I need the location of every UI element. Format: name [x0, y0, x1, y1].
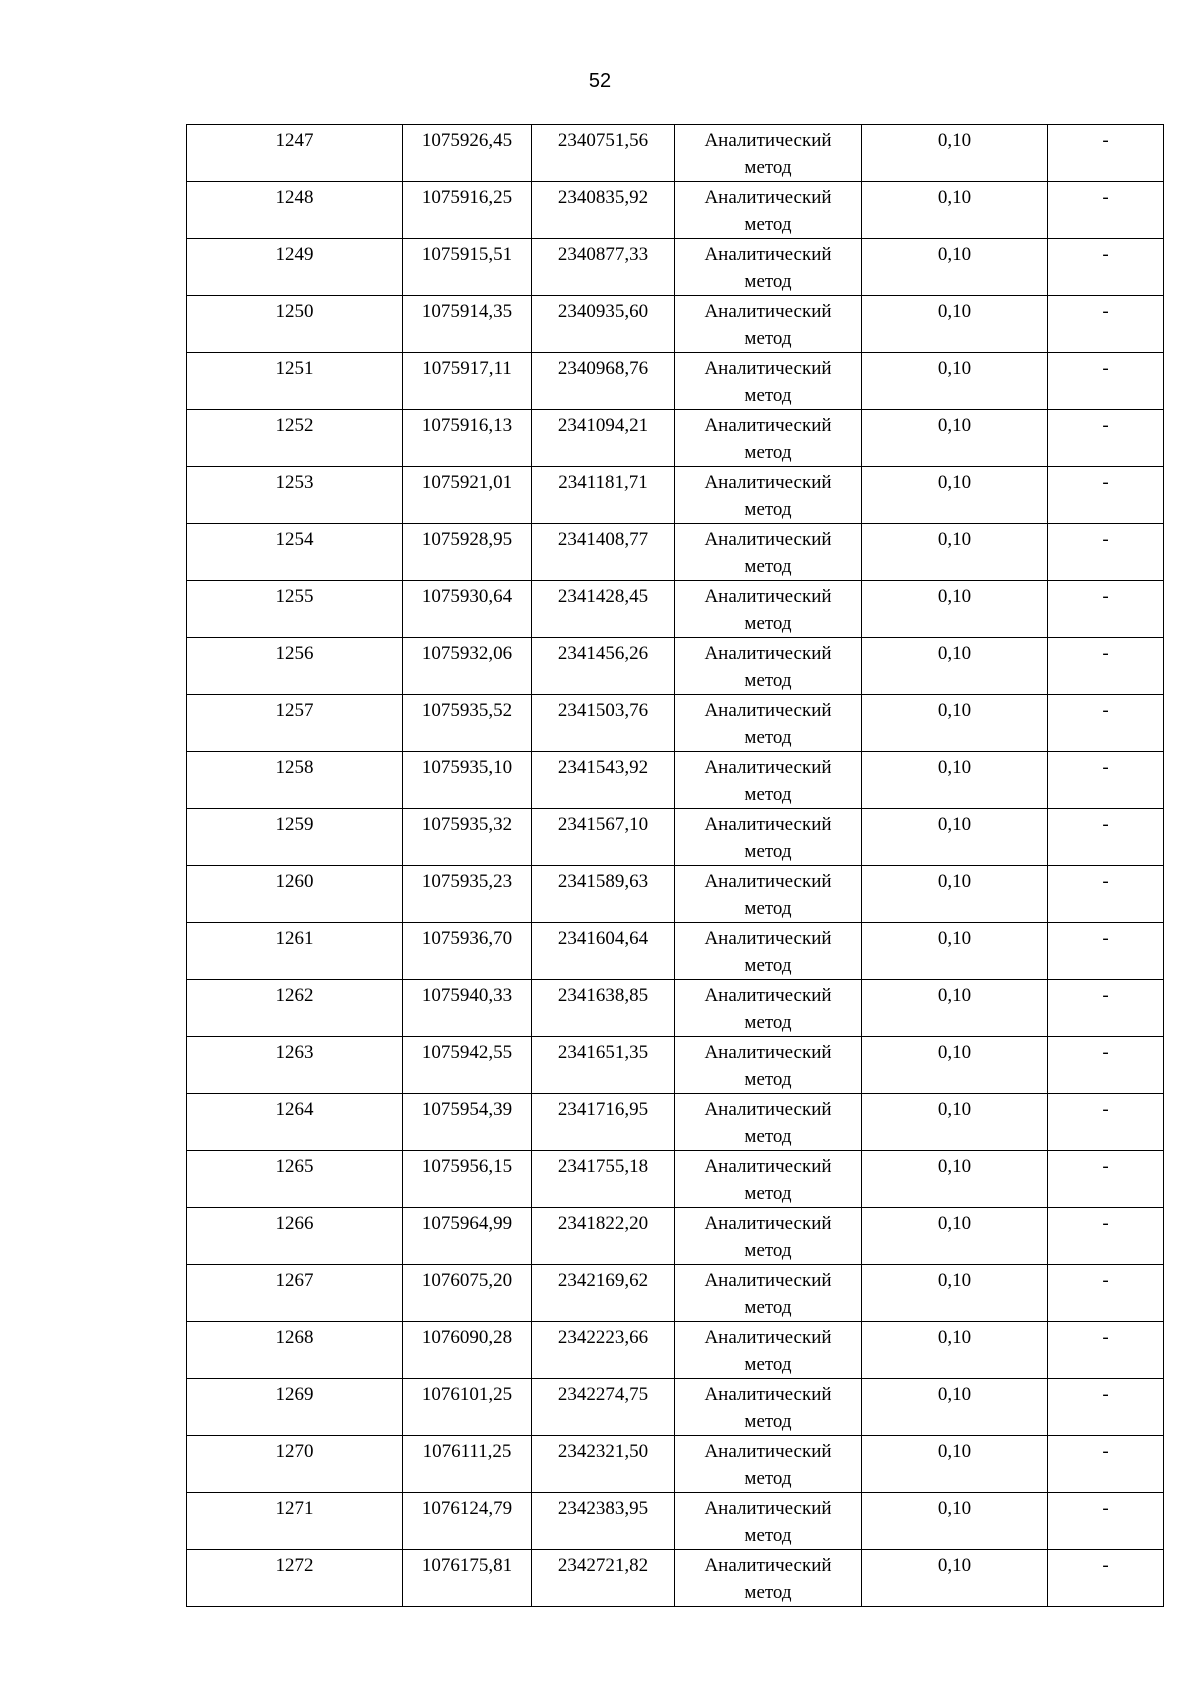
point-number-cell: 1265 — [187, 1151, 403, 1208]
table-row — [187, 239, 1164, 296]
method-cell — [675, 125, 862, 182]
table-row — [187, 923, 1164, 980]
method-cell — [675, 1322, 862, 1379]
table-row — [187, 1436, 1164, 1493]
point-number-cell: 1260 — [187, 866, 403, 923]
method-line-2: метод — [744, 556, 792, 577]
point-number-cell: 1250 — [187, 296, 403, 353]
table-row — [187, 866, 1164, 923]
y-coordinate-cell: 2340751,56 — [532, 125, 675, 182]
accuracy-cell: 0,10 — [862, 125, 1048, 182]
x-coordinate-cell: 1076101,25 — [403, 1379, 532, 1436]
point-number-cell: 1266 — [187, 1208, 403, 1265]
method-line-1: Аналитический — [704, 1213, 832, 1234]
y-coordinate-cell: 2342721,82 — [532, 1550, 675, 1607]
method-line-2: метод — [744, 442, 792, 463]
table-row — [187, 1379, 1164, 1436]
method-line-1: Аналитический — [704, 643, 832, 664]
method-cell — [675, 923, 862, 980]
y-coordinate-cell: 2341456,26 — [532, 638, 675, 695]
method-line-1: Аналитический — [704, 757, 832, 778]
note-cell: - — [1048, 1436, 1164, 1493]
method-line-2: метод — [744, 1183, 792, 1204]
method-line-1: Аналитический — [704, 871, 832, 892]
y-coordinate-cell: 2341428,45 — [532, 581, 675, 638]
method-line-2: метод — [744, 727, 792, 748]
accuracy-cell: 0,10 — [862, 695, 1048, 752]
x-coordinate-cell: 1076175,81 — [403, 1550, 532, 1607]
method-line-2: метод — [744, 328, 792, 349]
point-number-cell: 1261 — [187, 923, 403, 980]
x-coordinate-cell: 1075932,06 — [403, 638, 532, 695]
x-coordinate-cell: 1075914,35 — [403, 296, 532, 353]
accuracy-cell: 0,10 — [862, 296, 1048, 353]
table-row — [187, 524, 1164, 581]
accuracy-cell: 0,10 — [862, 581, 1048, 638]
note-cell: - — [1048, 1493, 1164, 1550]
method-cell — [675, 1493, 862, 1550]
method-line-1: Аналитический — [704, 700, 832, 721]
table-row — [187, 809, 1164, 866]
note-cell: - — [1048, 1037, 1164, 1094]
x-coordinate-cell: 1076111,25 — [403, 1436, 532, 1493]
table-row — [187, 638, 1164, 695]
method-line-1: Аналитический — [704, 814, 832, 835]
accuracy-cell: 0,10 — [862, 923, 1048, 980]
note-cell: - — [1048, 752, 1164, 809]
point-number-cell: 1252 — [187, 410, 403, 467]
point-number-cell: 1258 — [187, 752, 403, 809]
table-row — [187, 353, 1164, 410]
method-cell — [675, 524, 862, 581]
x-coordinate-cell: 1075935,10 — [403, 752, 532, 809]
x-coordinate-cell: 1075956,15 — [403, 1151, 532, 1208]
point-number-cell: 1263 — [187, 1037, 403, 1094]
method-line-1: Аналитический — [704, 472, 832, 493]
note-cell: - — [1048, 125, 1164, 182]
method-cell — [675, 1094, 862, 1151]
method-line-1: Аналитический — [704, 1270, 832, 1291]
x-coordinate-cell: 1075935,23 — [403, 866, 532, 923]
method-cell — [675, 353, 862, 410]
accuracy-cell: 0,10 — [862, 866, 1048, 923]
method-cell — [675, 581, 862, 638]
method-line-2: метод — [744, 385, 792, 406]
method-line-1: Аналитический — [704, 244, 832, 265]
y-coordinate-cell: 2341755,18 — [532, 1151, 675, 1208]
accuracy-cell: 0,10 — [862, 1436, 1048, 1493]
x-coordinate-cell: 1076124,79 — [403, 1493, 532, 1550]
note-cell: - — [1048, 1265, 1164, 1322]
y-coordinate-cell: 2340968,76 — [532, 353, 675, 410]
method-line-2: метод — [744, 1069, 792, 1090]
method-cell — [675, 1265, 862, 1322]
accuracy-cell: 0,10 — [862, 353, 1048, 410]
method-cell — [675, 1436, 862, 1493]
method-line-2: метод — [744, 1012, 792, 1033]
point-number-cell: 1254 — [187, 524, 403, 581]
method-line-2: метод — [744, 955, 792, 976]
method-cell — [675, 239, 862, 296]
y-coordinate-cell: 2341408,77 — [532, 524, 675, 581]
accuracy-cell: 0,10 — [862, 1208, 1048, 1265]
x-coordinate-cell: 1075954,39 — [403, 1094, 532, 1151]
method-line-1: Аналитический — [704, 1099, 832, 1120]
x-coordinate-cell: 1075935,32 — [403, 809, 532, 866]
note-cell: - — [1048, 581, 1164, 638]
point-number-cell: 1248 — [187, 182, 403, 239]
point-number-cell: 1256 — [187, 638, 403, 695]
method-line-2: метод — [744, 1240, 792, 1261]
table-row — [187, 1151, 1164, 1208]
x-coordinate-cell: 1076075,20 — [403, 1265, 532, 1322]
method-line-2: метод — [744, 1126, 792, 1147]
x-coordinate-cell: 1075930,64 — [403, 581, 532, 638]
note-cell: - — [1048, 410, 1164, 467]
point-number-cell: 1259 — [187, 809, 403, 866]
method-line-2: метод — [744, 1468, 792, 1489]
accuracy-cell: 0,10 — [862, 1379, 1048, 1436]
method-line-1: Аналитический — [704, 928, 832, 949]
x-coordinate-cell: 1075964,99 — [403, 1208, 532, 1265]
table-row — [187, 1265, 1164, 1322]
x-coordinate-cell: 1075940,33 — [403, 980, 532, 1037]
point-number-cell: 1269 — [187, 1379, 403, 1436]
method-line-1: Аналитический — [704, 586, 832, 607]
method-line-1: Аналитический — [704, 1441, 832, 1462]
y-coordinate-cell: 2341543,92 — [532, 752, 675, 809]
method-line-2: метод — [744, 1411, 792, 1432]
accuracy-cell: 0,10 — [862, 1151, 1048, 1208]
x-coordinate-cell: 1075936,70 — [403, 923, 532, 980]
method-line-2: метод — [744, 214, 792, 235]
accuracy-cell: 0,10 — [862, 410, 1048, 467]
method-cell — [675, 1037, 862, 1094]
point-number-cell: 1267 — [187, 1265, 403, 1322]
method-cell — [675, 1550, 862, 1607]
coordinates-table — [186, 124, 1164, 1607]
method-line-2: метод — [744, 1297, 792, 1318]
note-cell: - — [1048, 980, 1164, 1037]
accuracy-cell: 0,10 — [862, 980, 1048, 1037]
accuracy-cell: 0,10 — [862, 1037, 1048, 1094]
method-line-2: метод — [744, 784, 792, 805]
method-line-2: метод — [744, 841, 792, 862]
y-coordinate-cell: 2341181,71 — [532, 467, 675, 524]
y-coordinate-cell: 2341567,10 — [532, 809, 675, 866]
method-line-1: Аналитический — [704, 985, 832, 1006]
method-cell — [675, 296, 862, 353]
point-number-cell: 1251 — [187, 353, 403, 410]
y-coordinate-cell: 2342169,62 — [532, 1265, 675, 1322]
y-coordinate-cell: 2341651,35 — [532, 1037, 675, 1094]
page-number: 52 — [588, 70, 612, 92]
method-line-1: Аналитический — [704, 130, 832, 151]
accuracy-cell: 0,10 — [862, 752, 1048, 809]
point-number-cell: 1272 — [187, 1550, 403, 1607]
method-cell — [675, 809, 862, 866]
point-number-cell: 1255 — [187, 581, 403, 638]
table-row — [187, 125, 1164, 182]
note-cell: - — [1048, 524, 1164, 581]
method-line-2: метод — [744, 157, 792, 178]
method-cell — [675, 866, 862, 923]
note-cell: - — [1048, 866, 1164, 923]
note-cell: - — [1048, 1094, 1164, 1151]
note-cell: - — [1048, 182, 1164, 239]
y-coordinate-cell: 2341503,76 — [532, 695, 675, 752]
method-line-1: Аналитический — [704, 1156, 832, 1177]
note-cell: - — [1048, 467, 1164, 524]
method-line-1: Аналитический — [704, 1555, 832, 1576]
y-coordinate-cell: 2341589,63 — [532, 866, 675, 923]
method-cell — [675, 638, 862, 695]
table-row — [187, 296, 1164, 353]
table-row — [187, 752, 1164, 809]
x-coordinate-cell: 1075921,01 — [403, 467, 532, 524]
note-cell: - — [1048, 1151, 1164, 1208]
accuracy-cell: 0,10 — [862, 1493, 1048, 1550]
method-cell — [675, 980, 862, 1037]
method-cell — [675, 1151, 862, 1208]
table-row — [187, 1037, 1164, 1094]
accuracy-cell: 0,10 — [862, 524, 1048, 581]
accuracy-cell: 0,10 — [862, 638, 1048, 695]
note-cell: - — [1048, 1550, 1164, 1607]
point-number-cell: 1264 — [187, 1094, 403, 1151]
method-cell — [675, 410, 862, 467]
accuracy-cell: 0,10 — [862, 809, 1048, 866]
method-cell — [675, 1208, 862, 1265]
y-coordinate-cell: 2342223,66 — [532, 1322, 675, 1379]
y-coordinate-cell: 2341638,85 — [532, 980, 675, 1037]
accuracy-cell: 0,10 — [862, 1322, 1048, 1379]
note-cell: - — [1048, 296, 1164, 353]
method-line-1: Аналитический — [704, 358, 832, 379]
point-number-cell: 1262 — [187, 980, 403, 1037]
table-row — [187, 980, 1164, 1037]
point-number-cell: 1268 — [187, 1322, 403, 1379]
y-coordinate-cell: 2341094,21 — [532, 410, 675, 467]
x-coordinate-cell: 1076090,28 — [403, 1322, 532, 1379]
point-number-cell: 1257 — [187, 695, 403, 752]
table-row — [187, 467, 1164, 524]
note-cell: - — [1048, 239, 1164, 296]
y-coordinate-cell: 2342321,50 — [532, 1436, 675, 1493]
point-number-cell: 1270 — [187, 1436, 403, 1493]
x-coordinate-cell: 1075935,52 — [403, 695, 532, 752]
accuracy-cell: 0,10 — [862, 182, 1048, 239]
accuracy-cell: 0,10 — [862, 467, 1048, 524]
method-cell — [675, 752, 862, 809]
method-line-2: метод — [744, 271, 792, 292]
method-cell — [675, 467, 862, 524]
y-coordinate-cell: 2342274,75 — [532, 1379, 675, 1436]
accuracy-cell: 0,10 — [862, 1550, 1048, 1607]
y-coordinate-cell: 2340877,33 — [532, 239, 675, 296]
method-line-1: Аналитический — [704, 529, 832, 550]
y-coordinate-cell: 2341604,64 — [532, 923, 675, 980]
method-line-1: Аналитический — [704, 301, 832, 322]
table-row — [187, 1322, 1164, 1379]
x-coordinate-cell: 1075928,95 — [403, 524, 532, 581]
table-row — [187, 182, 1164, 239]
table-row — [187, 695, 1164, 752]
point-number-cell: 1249 — [187, 239, 403, 296]
table-row — [187, 1493, 1164, 1550]
table-row — [187, 581, 1164, 638]
method-line-1: Аналитический — [704, 415, 832, 436]
note-cell: - — [1048, 1379, 1164, 1436]
method-line-2: метод — [744, 1582, 792, 1603]
x-coordinate-cell: 1075926,45 — [403, 125, 532, 182]
method-line-1: Аналитический — [704, 187, 832, 208]
x-coordinate-cell: 1075916,13 — [403, 410, 532, 467]
note-cell: - — [1048, 695, 1164, 752]
coordinates-table-body — [187, 125, 1164, 1607]
point-number-cell: 1271 — [187, 1493, 403, 1550]
note-cell: - — [1048, 923, 1164, 980]
method-line-2: метод — [744, 613, 792, 634]
note-cell: - — [1048, 353, 1164, 410]
point-number-cell: 1247 — [187, 125, 403, 182]
method-line-1: Аналитический — [704, 1498, 832, 1519]
y-coordinate-cell: 2340935,60 — [532, 296, 675, 353]
method-line-1: Аналитический — [704, 1042, 832, 1063]
y-coordinate-cell: 2342383,95 — [532, 1493, 675, 1550]
accuracy-cell: 0,10 — [862, 1265, 1048, 1322]
note-cell: - — [1048, 1322, 1164, 1379]
x-coordinate-cell: 1075915,51 — [403, 239, 532, 296]
table-row — [187, 1550, 1164, 1607]
x-coordinate-cell: 1075916,25 — [403, 182, 532, 239]
x-coordinate-cell: 1075942,55 — [403, 1037, 532, 1094]
accuracy-cell: 0,10 — [862, 239, 1048, 296]
y-coordinate-cell: 2340835,92 — [532, 182, 675, 239]
table-row — [187, 410, 1164, 467]
method-line-2: метод — [744, 1354, 792, 1375]
note-cell: - — [1048, 1208, 1164, 1265]
method-line-1: Аналитический — [704, 1327, 832, 1348]
method-line-1: Аналитический — [704, 1384, 832, 1405]
x-coordinate-cell: 1075917,11 — [403, 353, 532, 410]
method-cell — [675, 695, 862, 752]
y-coordinate-cell: 2341822,20 — [532, 1208, 675, 1265]
method-line-2: метод — [744, 1525, 792, 1546]
accuracy-cell: 0,10 — [862, 1094, 1048, 1151]
table-row — [187, 1094, 1164, 1151]
note-cell: - — [1048, 638, 1164, 695]
method-line-2: метод — [744, 898, 792, 919]
method-line-2: метод — [744, 670, 792, 691]
note-cell: - — [1048, 809, 1164, 866]
method-line-2: метод — [744, 499, 792, 520]
table-row — [187, 1208, 1164, 1265]
point-number-cell: 1253 — [187, 467, 403, 524]
method-cell — [675, 182, 862, 239]
y-coordinate-cell: 2341716,95 — [532, 1094, 675, 1151]
method-cell — [675, 1379, 862, 1436]
